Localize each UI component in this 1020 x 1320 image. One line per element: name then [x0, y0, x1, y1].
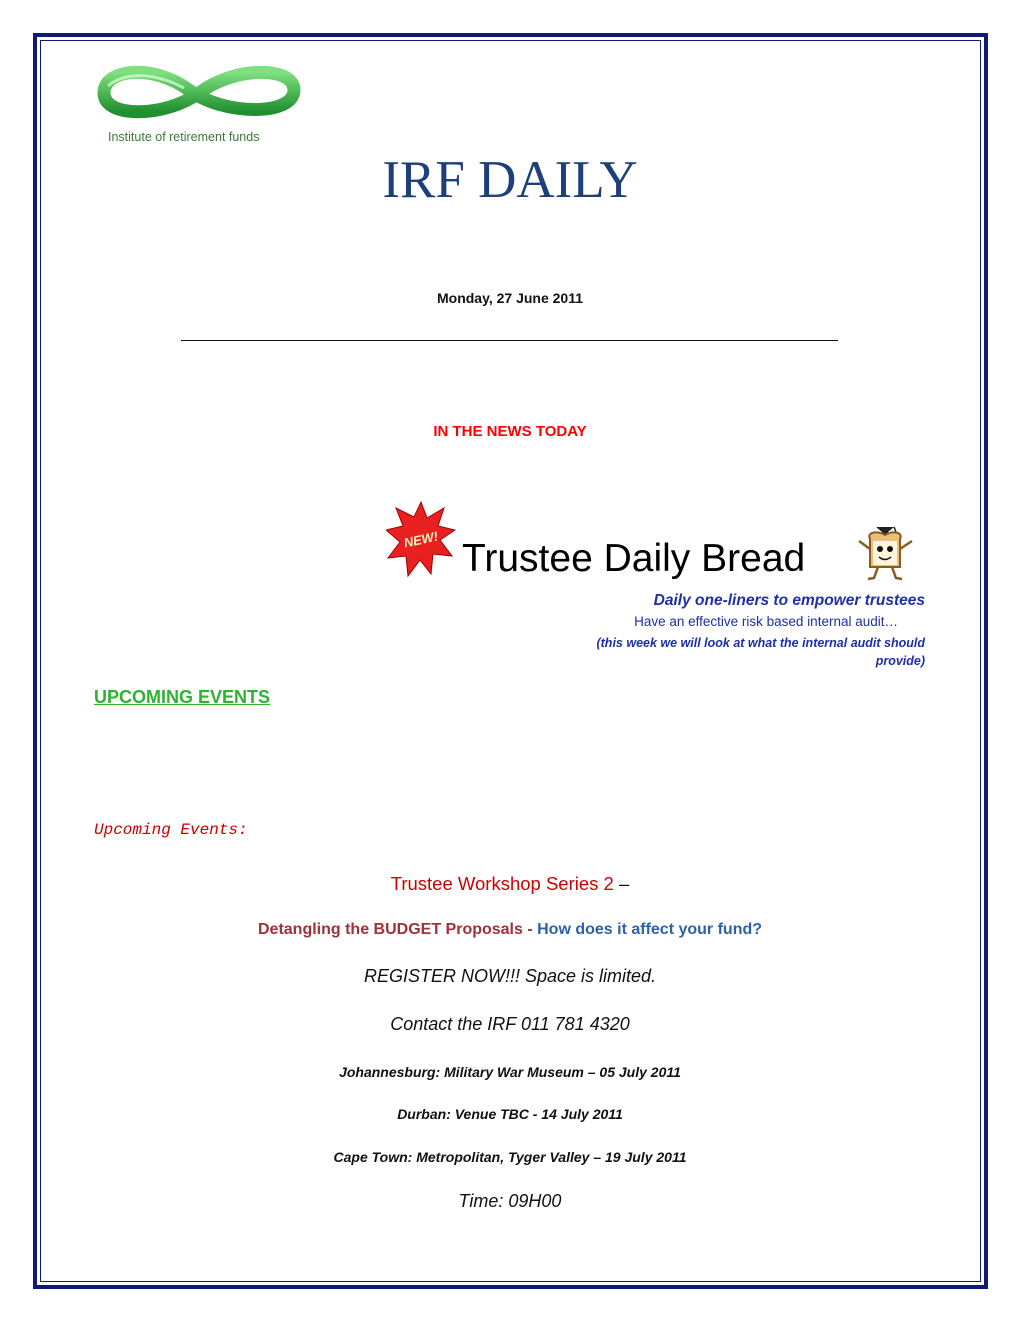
toast-graduate-icon [854, 523, 918, 581]
badge-text: NEW! [402, 528, 440, 551]
page-title: IRF DAILY [382, 151, 638, 209]
upcoming-events-link[interactable]: UPCOMING EVENTS [94, 687, 271, 707]
irf-logo [94, 60, 304, 145]
feature-tagline: Daily one-liners to empower trustees [653, 592, 925, 609]
feature-subline: Have an effective risk based internal audit… [634, 614, 898, 629]
budget-question: How does it affect your fund? [537, 921, 763, 938]
event-time: Time: 09H00 [458, 1191, 562, 1211]
divider [181, 340, 838, 341]
infinity-logo-icon [94, 60, 304, 126]
upcoming-events-subheading: Upcoming Events: [94, 821, 248, 839]
feature-heading: Trustee Daily Bread [462, 537, 806, 580]
venue-durban: Durban: Venue TBC - 14 July 2011 [397, 1106, 623, 1122]
venue-cape-town: Cape Town: Metropolitan, Tyger Valley – 19 July 2011 [333, 1149, 687, 1165]
workshop-series-label: Trustee Workshop Series 2 [390, 873, 614, 894]
feature-note: (this week we will look at what the internal audit should provide) [596, 636, 925, 668]
workshop-series-heading [0, 873, 1020, 895]
contact-line: Contact the IRF 011 781 4320 [390, 1014, 630, 1034]
budget-line [0, 921, 1020, 939]
budget-title: Detangling the BUDGET Proposals - [257, 921, 538, 938]
logo-caption: Institute of retirement funds [108, 130, 260, 144]
issue-date: Monday, 27 June 2011 [436, 290, 584, 306]
register-line: REGISTER NOW!!! Space is limited. [363, 966, 657, 986]
new-burst-icon [386, 500, 456, 580]
workshop-series-dash: – [613, 873, 630, 894]
news-heading: IN THE NEWS TODAY [433, 423, 587, 440]
venue-johannesburg: Johannesburg: Military War Museum – 05 July 2011 [339, 1064, 681, 1080]
